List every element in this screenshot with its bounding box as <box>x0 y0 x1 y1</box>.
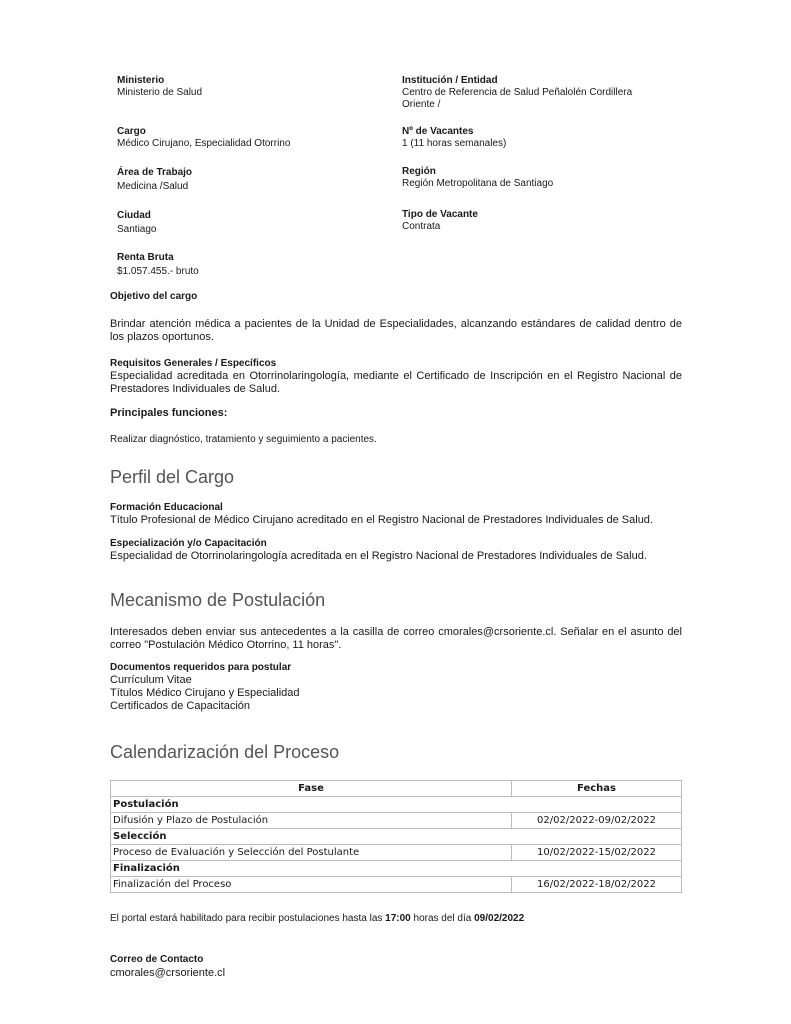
region-field <box>402 166 553 190</box>
docs-label: Documentos requeridos para postular <box>110 662 292 673</box>
cargo-value: Médico Cirujano, Especialidad Otorrino <box>117 138 291 149</box>
objetivo-label: Objetivo del cargo <box>110 291 198 302</box>
table-row <box>111 797 682 813</box>
ciudad-field <box>117 210 156 236</box>
group-seleccion: Selección <box>111 829 682 845</box>
calendario-table <box>110 780 682 893</box>
tipo-vacante-value: Contrata <box>402 221 441 232</box>
requisitos-label: Requisitos Generales / Específicos <box>110 358 277 369</box>
ministerio-field <box>117 75 202 99</box>
renta-value: $1.057.455.- bruto <box>117 266 199 277</box>
perfil-title: Perfil del Cargo <box>110 467 235 487</box>
institucion-field <box>402 75 682 111</box>
cargo-field <box>117 126 290 150</box>
fechas-header: Fechas <box>512 781 682 797</box>
vacantes-label: Nº de Vacantes <box>402 126 474 137</box>
vacantes-field <box>402 126 506 150</box>
table-row <box>111 861 682 877</box>
area-label: Área de Trabajo <box>117 167 193 178</box>
ciudad-label: Ciudad <box>117 210 151 221</box>
portal-note-date: 09/02/2022 <box>474 913 525 924</box>
mecanismo-title: Mecanismo de Postulación <box>110 590 326 610</box>
region-label: Región <box>402 166 436 177</box>
formacion-text: Título Profesional de Médico Cirujano acreditado en el Registro Nacional de Prestadores Individuales de Salud. <box>110 514 653 526</box>
contacto-email: cmorales@crsoriente.cl <box>110 967 226 979</box>
mecanismo-text: Interesados deben enviar sus antecedentes a la casilla de correo cmorales@crsoriente.cl. Señalar en el asunto del correo "Postulación Médico Otorrino, 11 horas". <box>110 626 682 651</box>
especializacion-label: Especialización y/o Capacitación <box>110 538 267 549</box>
funciones-label: Principales funciones: <box>110 407 228 419</box>
area-value: Medicina /Salud <box>117 181 189 192</box>
funciones-text: Realizar diagnóstico, tratamiento y seguimiento a pacientes. <box>110 434 377 445</box>
tipo-vacante-field <box>402 209 478 233</box>
institucion-value-line2: Oriente / <box>402 99 441 110</box>
fechas-cell: 10/02/2022-15/02/2022 <box>512 845 682 861</box>
ministerio-value: Ministerio de Salud <box>117 87 203 98</box>
ciudad-value: Santiago <box>117 224 157 235</box>
table-row <box>111 845 682 861</box>
ministerio-label: Ministerio <box>117 75 165 86</box>
institucion-value-line1: Centro de Referencia de Salud Peñalolén Cordillera <box>402 87 633 98</box>
formacion-label: Formación Educacional <box>110 502 223 513</box>
group-postulacion: Postulación <box>111 797 682 813</box>
table-header-row <box>111 781 682 797</box>
area-field <box>117 167 192 193</box>
portal-note <box>110 913 682 925</box>
table-row <box>111 877 682 893</box>
portal-note-middle: horas del día <box>410 913 475 924</box>
vacantes-value: 1 (11 horas semanales) <box>402 138 507 149</box>
list-item: Certificados de Capacitación <box>110 700 251 712</box>
fechas-cell: 16/02/2022-18/02/2022 <box>512 877 682 893</box>
requisitos-text: Especialidad acreditada en Otorrinolaringología, mediante el Certificado de Inscripción en el Registro Nacional de Prestadores Individuales de Salud. <box>110 370 682 395</box>
fase-cell: Proceso de Evaluación y Selección del Postulante <box>111 845 512 861</box>
portal-note-hour: 17:00 <box>385 913 411 924</box>
group-finalizacion: Finalización <box>111 861 682 877</box>
objetivo-text: Brindar atención médica a pacientes de la Unidad de Especialidades, alcanzando estándares de calidad dentro de los plazos oportunos. <box>110 318 682 343</box>
contacto-label: Correo de Contacto <box>110 954 204 965</box>
docs-list <box>110 674 682 713</box>
table-row <box>111 813 682 829</box>
table-row <box>111 829 682 845</box>
especializacion-text: Especialidad de Otorrinolaringología acreditada en el Registro Nacional de Prestadores Individuales de Salud. <box>110 550 647 562</box>
region-value: Región Metropolitana de Santiago <box>402 178 554 189</box>
list-item: Currículum Vitae <box>110 674 192 686</box>
tipo-vacante-label: Tipo de Vacante <box>402 209 478 220</box>
portal-note-prefix: El portal estará habilitado para recibir postulaciones hasta las <box>110 913 386 924</box>
fase-cell: Finalización del Proceso <box>111 877 512 893</box>
renta-label: Renta Bruta <box>117 252 174 263</box>
institucion-label: Institución / Entidad <box>402 75 498 86</box>
fase-header: Fase <box>111 781 512 797</box>
list-item: Títulos Médico Cirujano y Especialidad <box>110 687 300 699</box>
fase-cell: Difusión y Plazo de Postulación <box>111 813 512 829</box>
cargo-label: Cargo <box>117 126 146 137</box>
renta-field <box>117 252 199 278</box>
fechas-cell: 02/02/2022-09/02/2022 <box>512 813 682 829</box>
calendario-title: Calendarización del Proceso <box>110 742 340 762</box>
